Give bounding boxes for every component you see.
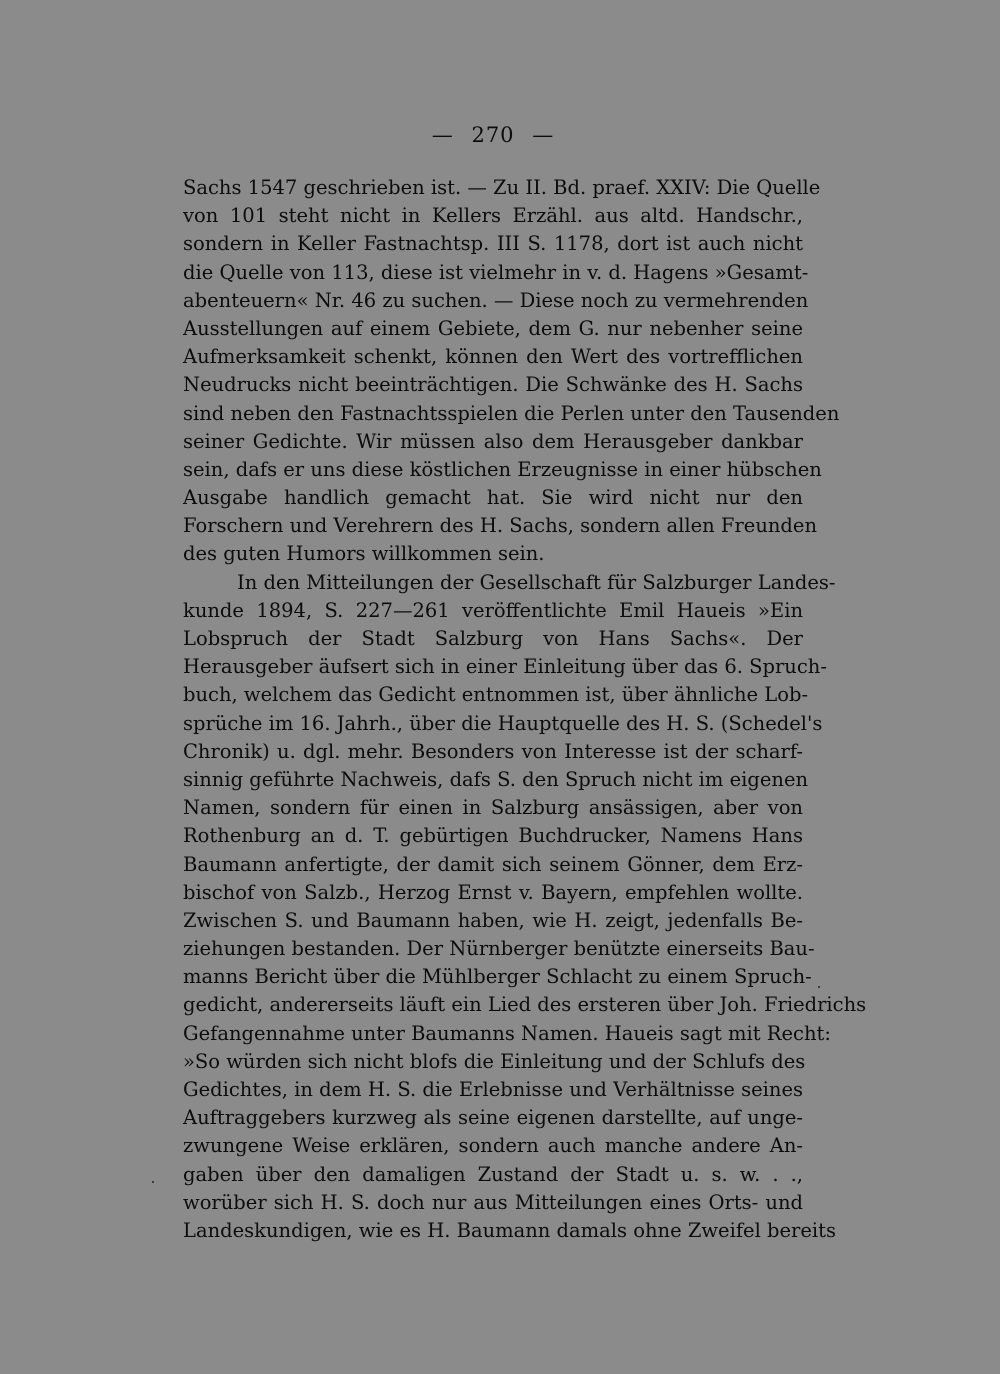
text-line: Auftraggebers kurzweg als seine eigenen darstellte, auf unge- bbox=[183, 1106, 803, 1130]
text-line: Rothenburg an d. T. gebürtigen Buchdrucker, Namens Hans bbox=[183, 824, 803, 848]
scan-speck bbox=[818, 986, 820, 988]
text-line: abenteuern« Nr. 46 zu suchen. — Diese noch zu vermehrenden bbox=[183, 288, 809, 312]
text-line: manns Bericht über die Mühlberger Schlacht zu einem Spruch- bbox=[183, 965, 812, 989]
text-line: die Quelle von 113, diese ist vielmehr in v. d. Hagens »Gesamt- bbox=[183, 260, 809, 284]
text-line: Baumann anfertigte, der damit sich seinem Gönner, dem Erz- bbox=[183, 852, 803, 876]
text-line: Herausgeber äufsert sich in einer Einleitung über das 6. Spruch- bbox=[183, 655, 827, 679]
text-line: von 101 steht nicht in Kellers Erzähl. aus altd. Handschr., bbox=[183, 204, 803, 228]
text-line: worüber sich H. S. doch nur aus Mitteilungen eines Orts- und bbox=[183, 1190, 803, 1214]
page-number: — 270 — bbox=[431, 123, 555, 147]
text-line: »So würden sich nicht blofs die Einleitung und der Schlufs des bbox=[183, 1049, 806, 1073]
text-line: Lobspruch der Stadt Salzburg von Hans Sachs«. Der bbox=[183, 627, 803, 650]
text-line: sprüche im 16. Jahrh., über die Hauptquelle des H. S. (Schedel's bbox=[183, 711, 823, 735]
paragraph-start-line: In den Mitteilungen der Gesellschaft für Salzburger Landes- bbox=[237, 570, 836, 594]
body-text bbox=[183, 174, 867, 1245]
text-line: Namen, sondern für einen in Salzburg ansässigen, aber von bbox=[183, 796, 803, 820]
text-line: sind neben den Fastnachtsspielen die Perlen unter den Tausenden bbox=[183, 401, 840, 425]
text-line: Sachs 1547 geschrieben ist. — Zu II. Bd. praef. XXIV: Die Quelle bbox=[183, 176, 821, 199]
text-line: Zwischen S. und Baumann haben, wie H. zeigt, jedenfalls Be- bbox=[183, 908, 803, 932]
text-line: sinnig geführte Nachweis, dafs S. den Spruch nicht im eigenen bbox=[183, 767, 809, 791]
text-line: Ausgabe handlich gemacht hat. Sie wird nicht nur den bbox=[183, 486, 803, 510]
text-line: bischof von Salzb., Herzog Ernst v. Bayern, empfehlen wollte. bbox=[183, 880, 803, 904]
text-line: Aufmerksamkeit schenkt, können den Wert des vortrefflichen bbox=[183, 345, 803, 369]
text-line: sein, dafs er uns diese köstlichen Erzeugnisse in einer hübschen bbox=[183, 457, 822, 481]
text-line: Gedichtes, in dem H. S. die Erlebnisse und Verhältnisse seines bbox=[183, 1078, 803, 1101]
text-line: Neudrucks nicht beeinträchtigen. Die Schwänke des H. Sachs bbox=[183, 373, 803, 397]
text-line: gedicht, andererseits läuft ein Lied des ersteren über Joh. Friedrichs bbox=[183, 993, 867, 1017]
text-line: sondern in Keller Fastnachtsp. III S. 1178, dort ist auch nicht bbox=[183, 232, 803, 256]
text-line: Chronik) u. dgl. mehr. Besonders von Interesse ist der scharf- bbox=[183, 739, 803, 763]
text-line: kunde 1894, S. 227—261 veröffentlichte Emil Haueis »Ein bbox=[183, 598, 803, 622]
text-line: des guten Humors willkommen sein. bbox=[183, 542, 545, 566]
text-line: Landeskundigen, wie es H. Baumann damals ohne Zweifel bereits bbox=[183, 1218, 836, 1242]
text-line: buch, welchem das Gedicht entnommen ist, über ähnliche Lob- bbox=[183, 683, 809, 707]
text-line: Ausstellungen auf einem Gebiete, dem G. nur nebenher seine bbox=[183, 316, 803, 340]
scan-speck bbox=[152, 1181, 154, 1183]
text-line: zwungene Weise erklären, sondern auch manche andere An- bbox=[183, 1134, 803, 1158]
text-line: Gefangennahme unter Baumanns Namen. Haueis sagt mit Recht: bbox=[183, 1021, 831, 1045]
text-line: gaben über den damaligen Zustand der Stadt u. s. w. . ., bbox=[183, 1162, 803, 1186]
text-line: Forschern und Verehrern des H. Sachs, sondern allen Freunden bbox=[183, 514, 818, 538]
text-line: ziehungen bestanden. Der Nürnberger benützte einerseits Bau- bbox=[183, 937, 815, 961]
text-line: seiner Gedichte. Wir müssen also dem Herausgeber dankbar bbox=[183, 429, 803, 453]
